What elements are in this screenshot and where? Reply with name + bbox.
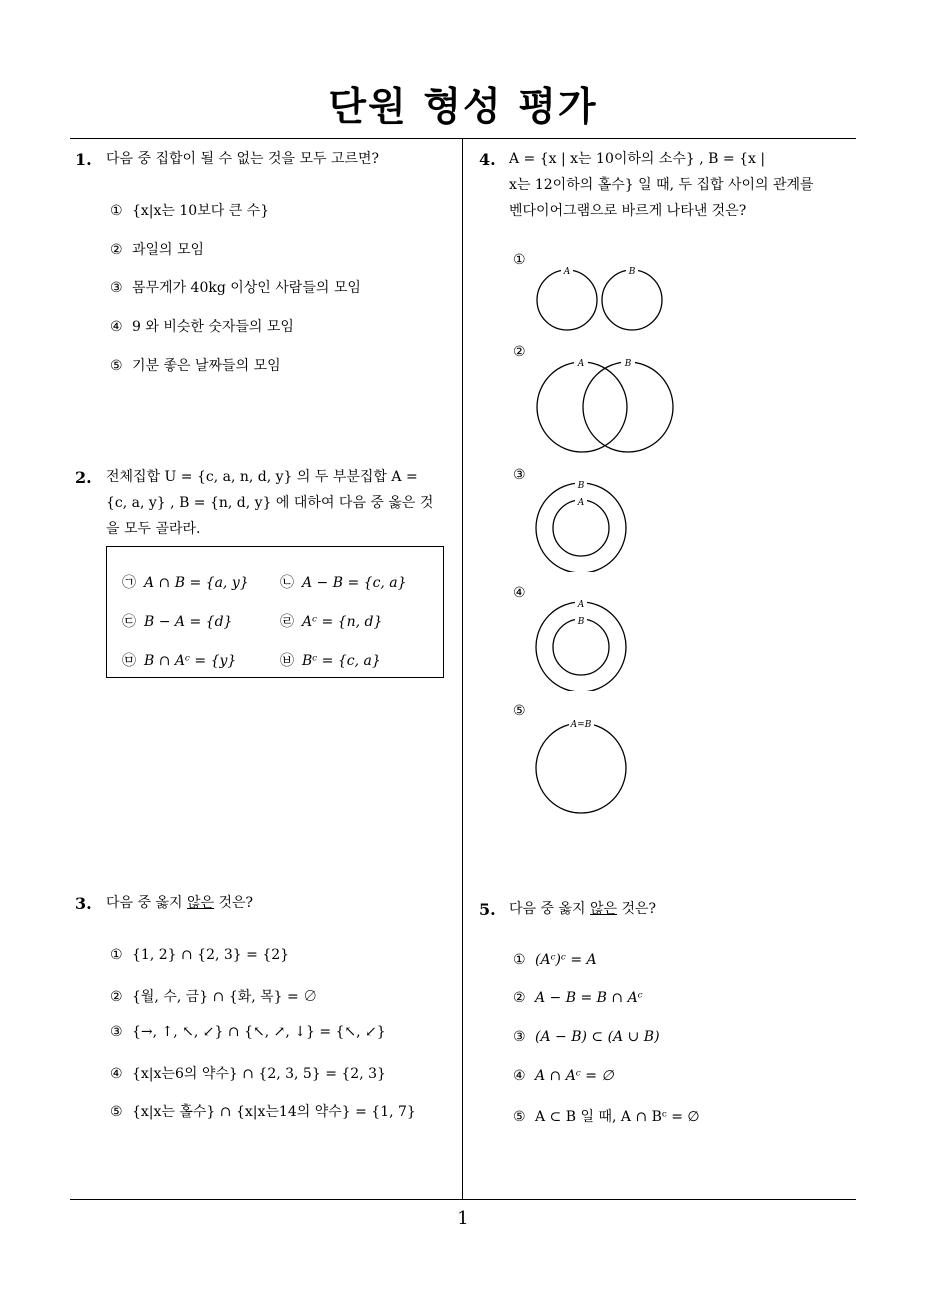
q4-venn-1[interactable] xyxy=(530,262,670,340)
q3-number: 3. xyxy=(75,894,92,913)
q2-item-4[interactable]: ㉣ Aᶜ = {n, d} xyxy=(280,614,383,630)
q3-option-1[interactable]: ① {1, 2} ∩ {2, 3} = {2} xyxy=(110,947,290,963)
venn1-circle-a xyxy=(537,270,597,330)
q4-line-2: x는 12이하의 홀수} 일 때, 두 집합 사이의 관계를 xyxy=(509,177,814,193)
q4-venn-2[interactable] xyxy=(530,354,680,462)
q4-venn-5[interactable] xyxy=(530,716,640,820)
q5-number: 5. xyxy=(479,900,496,919)
venn3-circle-inner xyxy=(553,500,609,556)
venn1-label-a: A xyxy=(563,267,571,277)
venn2-circle-a xyxy=(537,362,627,452)
venn5-label: A=B xyxy=(570,720,592,730)
q3-option-5[interactable]: ⑤ {x|x는 홀수} ∩ {x|x는14의 약수} = {1, 7} xyxy=(110,1104,416,1120)
q2-item-1[interactable]: ㉠ A ∩ B = {a, y} xyxy=(122,575,249,591)
page-title: 단원 형성 평가 xyxy=(328,85,598,130)
page-number: 1 xyxy=(457,1208,469,1229)
q4-option-4-mark[interactable]: ④ xyxy=(513,585,526,601)
q3-underlined-word: 않은 xyxy=(186,895,215,911)
venn4-label-outer: A xyxy=(577,600,585,610)
q4-option-1-mark[interactable]: ① xyxy=(513,252,526,268)
q4-venn-3[interactable] xyxy=(530,478,640,576)
q2-line-2: {c, a, y} , B = {n, d, y} 에 대하여 다음 중 옳은 것 xyxy=(106,495,434,511)
q5-option-3[interactable]: ③ (A − B) ⊂ (A ∪ B) xyxy=(513,1029,660,1045)
column-divider xyxy=(462,139,463,1199)
q1-option-1[interactable]: ① {x|x는 10보다 큰 수} xyxy=(110,203,270,219)
q1-text: 다음 중 집합이 될 수 없는 것을 모두 고르면? xyxy=(106,151,380,167)
q4-line-3: 벤다이어그램으로 바르게 나타낸 것은? xyxy=(509,203,747,219)
q4-option-2-mark[interactable]: ② xyxy=(513,344,526,360)
q2-line-3: 을 모두 골라라. xyxy=(106,521,201,537)
q3-option-3[interactable]: ③ {→, ↑, ↖, ↙} ∩ {↖, ↗, ↓} = {↖, ↙} xyxy=(110,1024,386,1040)
venn1-label-b: B xyxy=(628,267,636,277)
q1-option-2[interactable]: ② 과일의 모임 xyxy=(110,242,205,258)
q2-item-6[interactable]: ㉥ Bᶜ = {c, a} xyxy=(280,653,381,669)
q5-underlined-word: 않은 xyxy=(589,901,618,917)
q4-line-1: A = {x | x는 10이하의 소수} , B = {x | xyxy=(509,151,766,167)
q3-option-2[interactable]: ② {월, 수, 금} ∩ {화, 목} = ∅ xyxy=(110,989,318,1005)
q2-item-3[interactable]: ㉢ B − A = {d} xyxy=(122,614,233,630)
q5-option-4[interactable]: ④ A ∩ Aᶜ = ∅ xyxy=(513,1068,614,1084)
venn4-label-inner: B xyxy=(577,617,585,627)
q2-item-5[interactable]: ㉤ B ∩ Aᶜ = {y} xyxy=(122,653,237,669)
q5-text: 다음 중 옳지 않은 것은? xyxy=(509,901,657,917)
q4-venn-4[interactable] xyxy=(530,597,640,695)
q2-item-2[interactable]: ㉡ A − B = {c, a} xyxy=(280,575,407,591)
q1-option-5[interactable]: ⑤ 기분 좋은 날짜들의 모임 xyxy=(110,358,281,374)
venn3-label-outer: B xyxy=(577,481,585,491)
q1-option-3[interactable]: ③ 몸무게가 40kg 이상인 사람들의 모임 xyxy=(110,280,361,296)
q5-option-1[interactable]: ① (Aᶜ)ᶜ = A xyxy=(513,952,597,968)
top-rule xyxy=(70,138,856,139)
venn3-label-inner: A xyxy=(577,498,585,508)
q4-option-3-mark[interactable]: ③ xyxy=(513,467,526,483)
venn1-circle-b xyxy=(602,270,662,330)
q1-option-4[interactable]: ④ 9 와 비슷한 숫자들의 모임 xyxy=(110,319,294,335)
q2-line-1: 전체집합 U = {c, a, n, d, y} 의 두 부분집합 A = xyxy=(106,469,418,485)
venn2-label-a: A xyxy=(577,359,585,369)
q3-option-4[interactable]: ④ {x|x는6의 약수} ∩ {2, 3, 5} = {2, 3} xyxy=(110,1066,386,1082)
venn5-circle xyxy=(536,723,626,813)
q3-text: 다음 중 옳지 않은 것은? xyxy=(106,895,254,911)
q5-option-2[interactable]: ② A − B = B ∩ Aᶜ xyxy=(513,990,643,1006)
venn4-circle-inner xyxy=(553,619,609,675)
q4-number: 4. xyxy=(479,150,496,169)
venn2-label-b: B xyxy=(624,359,632,369)
q2-number: 2. xyxy=(75,468,92,487)
q1-number: 1. xyxy=(75,150,92,169)
bottom-rule xyxy=(70,1199,856,1200)
venn2-circle-b xyxy=(583,362,673,452)
q5-option-5[interactable]: ⑤ A ⊂ B 일 때, A ∩ Bᶜ = ∅ xyxy=(513,1109,700,1125)
q4-option-5-mark[interactable]: ⑤ xyxy=(513,703,526,719)
